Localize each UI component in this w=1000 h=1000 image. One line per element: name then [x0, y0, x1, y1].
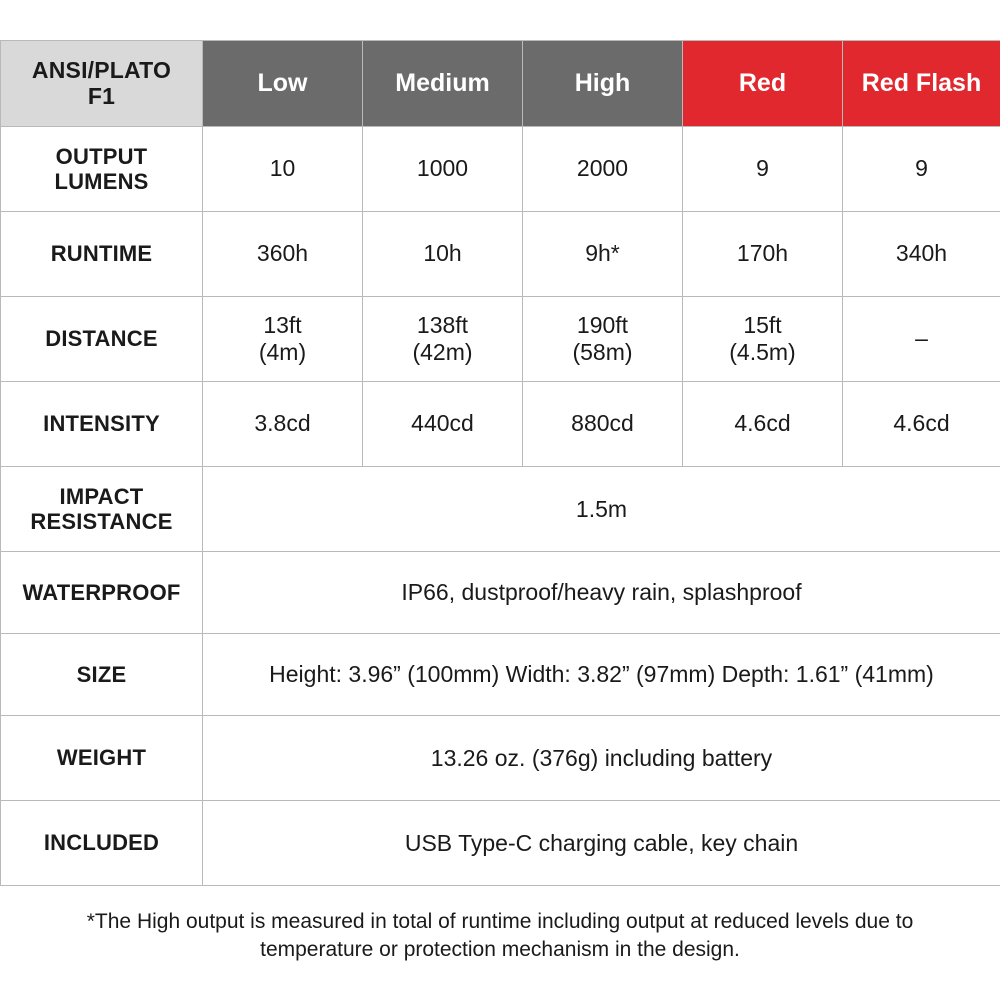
cell-output-medium: 1000 — [363, 127, 523, 212]
cell-distance-medium — [363, 297, 523, 382]
table-row-output-lumens — [1, 127, 1000, 212]
specification-table — [0, 40, 1000, 886]
table-header-row — [1, 41, 1000, 127]
cell-distance-high-metric: (58m) — [572, 339, 633, 365]
row-label-line2: RESISTANCE — [30, 509, 173, 534]
row-label-line1: IMPACT — [59, 483, 144, 509]
header-cell-red-flash: Red Flash — [843, 41, 1000, 127]
row-label-weight: WEIGHT — [1, 716, 203, 801]
table-row-runtime — [1, 212, 1000, 297]
cell-distance-low-metric: (4m) — [258, 339, 307, 365]
footnote-line1: *The High output is measured in total of runtime including output at reduced levels due to — [86, 910, 914, 933]
cell-waterproof-value: IP66, dustproof/heavy rain, splashproof — [203, 552, 1000, 634]
table-row-waterproof — [1, 552, 1000, 634]
header-cell-low: Low — [203, 41, 363, 127]
cell-runtime-red: 170h — [683, 212, 843, 297]
cell-distance-red-flash: – — [843, 297, 1000, 382]
row-label-intensity: INTENSITY — [1, 382, 203, 467]
cell-distance-red-primary: 15ft — [743, 311, 782, 338]
cell-weight-value: 13.26 oz. (376g) including battery — [203, 716, 1000, 801]
header-cell-high: High — [523, 41, 683, 127]
row-label-runtime: RUNTIME — [1, 212, 203, 297]
cell-intensity-red-flash: 4.6cd — [843, 382, 1000, 467]
table-row-intensity — [1, 382, 1000, 467]
cell-distance-red-metric: (4.5m) — [729, 339, 796, 365]
header-standard-line2: F1 — [87, 82, 116, 109]
cell-distance-medium-primary: 138ft — [416, 311, 469, 338]
row-label-impact-resistance — [1, 467, 203, 552]
header-standard-line1: ANSI/PLATO — [31, 56, 172, 83]
row-label-output-lumens — [1, 127, 203, 212]
row-label-line1: OUTPUT — [55, 143, 148, 169]
cell-distance-red — [683, 297, 843, 382]
header-cell-medium: Medium — [363, 41, 523, 127]
header-cell-standard — [1, 41, 203, 127]
cell-impact-resistance-value: 1.5m — [203, 467, 1000, 552]
table-row-distance — [1, 297, 1000, 382]
table-row-weight — [1, 716, 1000, 801]
cell-runtime-medium: 10h — [363, 212, 523, 297]
cell-output-high: 2000 — [523, 127, 683, 212]
cell-output-red-flash: 9 — [843, 127, 1000, 212]
cell-intensity-high: 880cd — [523, 382, 683, 467]
cell-size-value: Height: 3.96” (100mm) Width: 3.82” (97mm) Depth: 1.61” (41mm) — [203, 634, 1000, 716]
footnote-line2: temperature or protection mechanism in the design. — [260, 938, 740, 962]
cell-intensity-low: 3.8cd — [203, 382, 363, 467]
cell-included-value: USB Type-C charging cable, key chain — [203, 801, 1000, 886]
header-cell-red: Red — [683, 41, 843, 127]
cell-runtime-low: 360h — [203, 212, 363, 297]
cell-distance-low — [203, 297, 363, 382]
row-label-waterproof: WATERPROOF — [1, 552, 203, 634]
cell-distance-low-primary: 13ft — [263, 311, 302, 338]
table-row-size — [1, 634, 1000, 716]
cell-output-low: 10 — [203, 127, 363, 212]
row-label-distance: DISTANCE — [1, 297, 203, 382]
cell-intensity-red: 4.6cd — [683, 382, 843, 467]
table-row-impact-resistance — [1, 467, 1000, 552]
cell-distance-high — [523, 297, 683, 382]
cell-distance-high-primary: 190ft — [576, 311, 629, 338]
cell-runtime-high: 9h* — [523, 212, 683, 297]
cell-output-red: 9 — [683, 127, 843, 212]
table-row-included — [1, 801, 1000, 886]
cell-runtime-red-flash: 340h — [843, 212, 1000, 297]
row-label-size: SIZE — [1, 634, 203, 716]
row-label-line2: LUMENS — [54, 169, 149, 194]
cell-distance-medium-metric: (42m) — [412, 339, 473, 365]
row-label-included: INCLUDED — [1, 801, 203, 886]
cell-intensity-medium: 440cd — [363, 382, 523, 467]
table-footnote — [60, 908, 940, 965]
